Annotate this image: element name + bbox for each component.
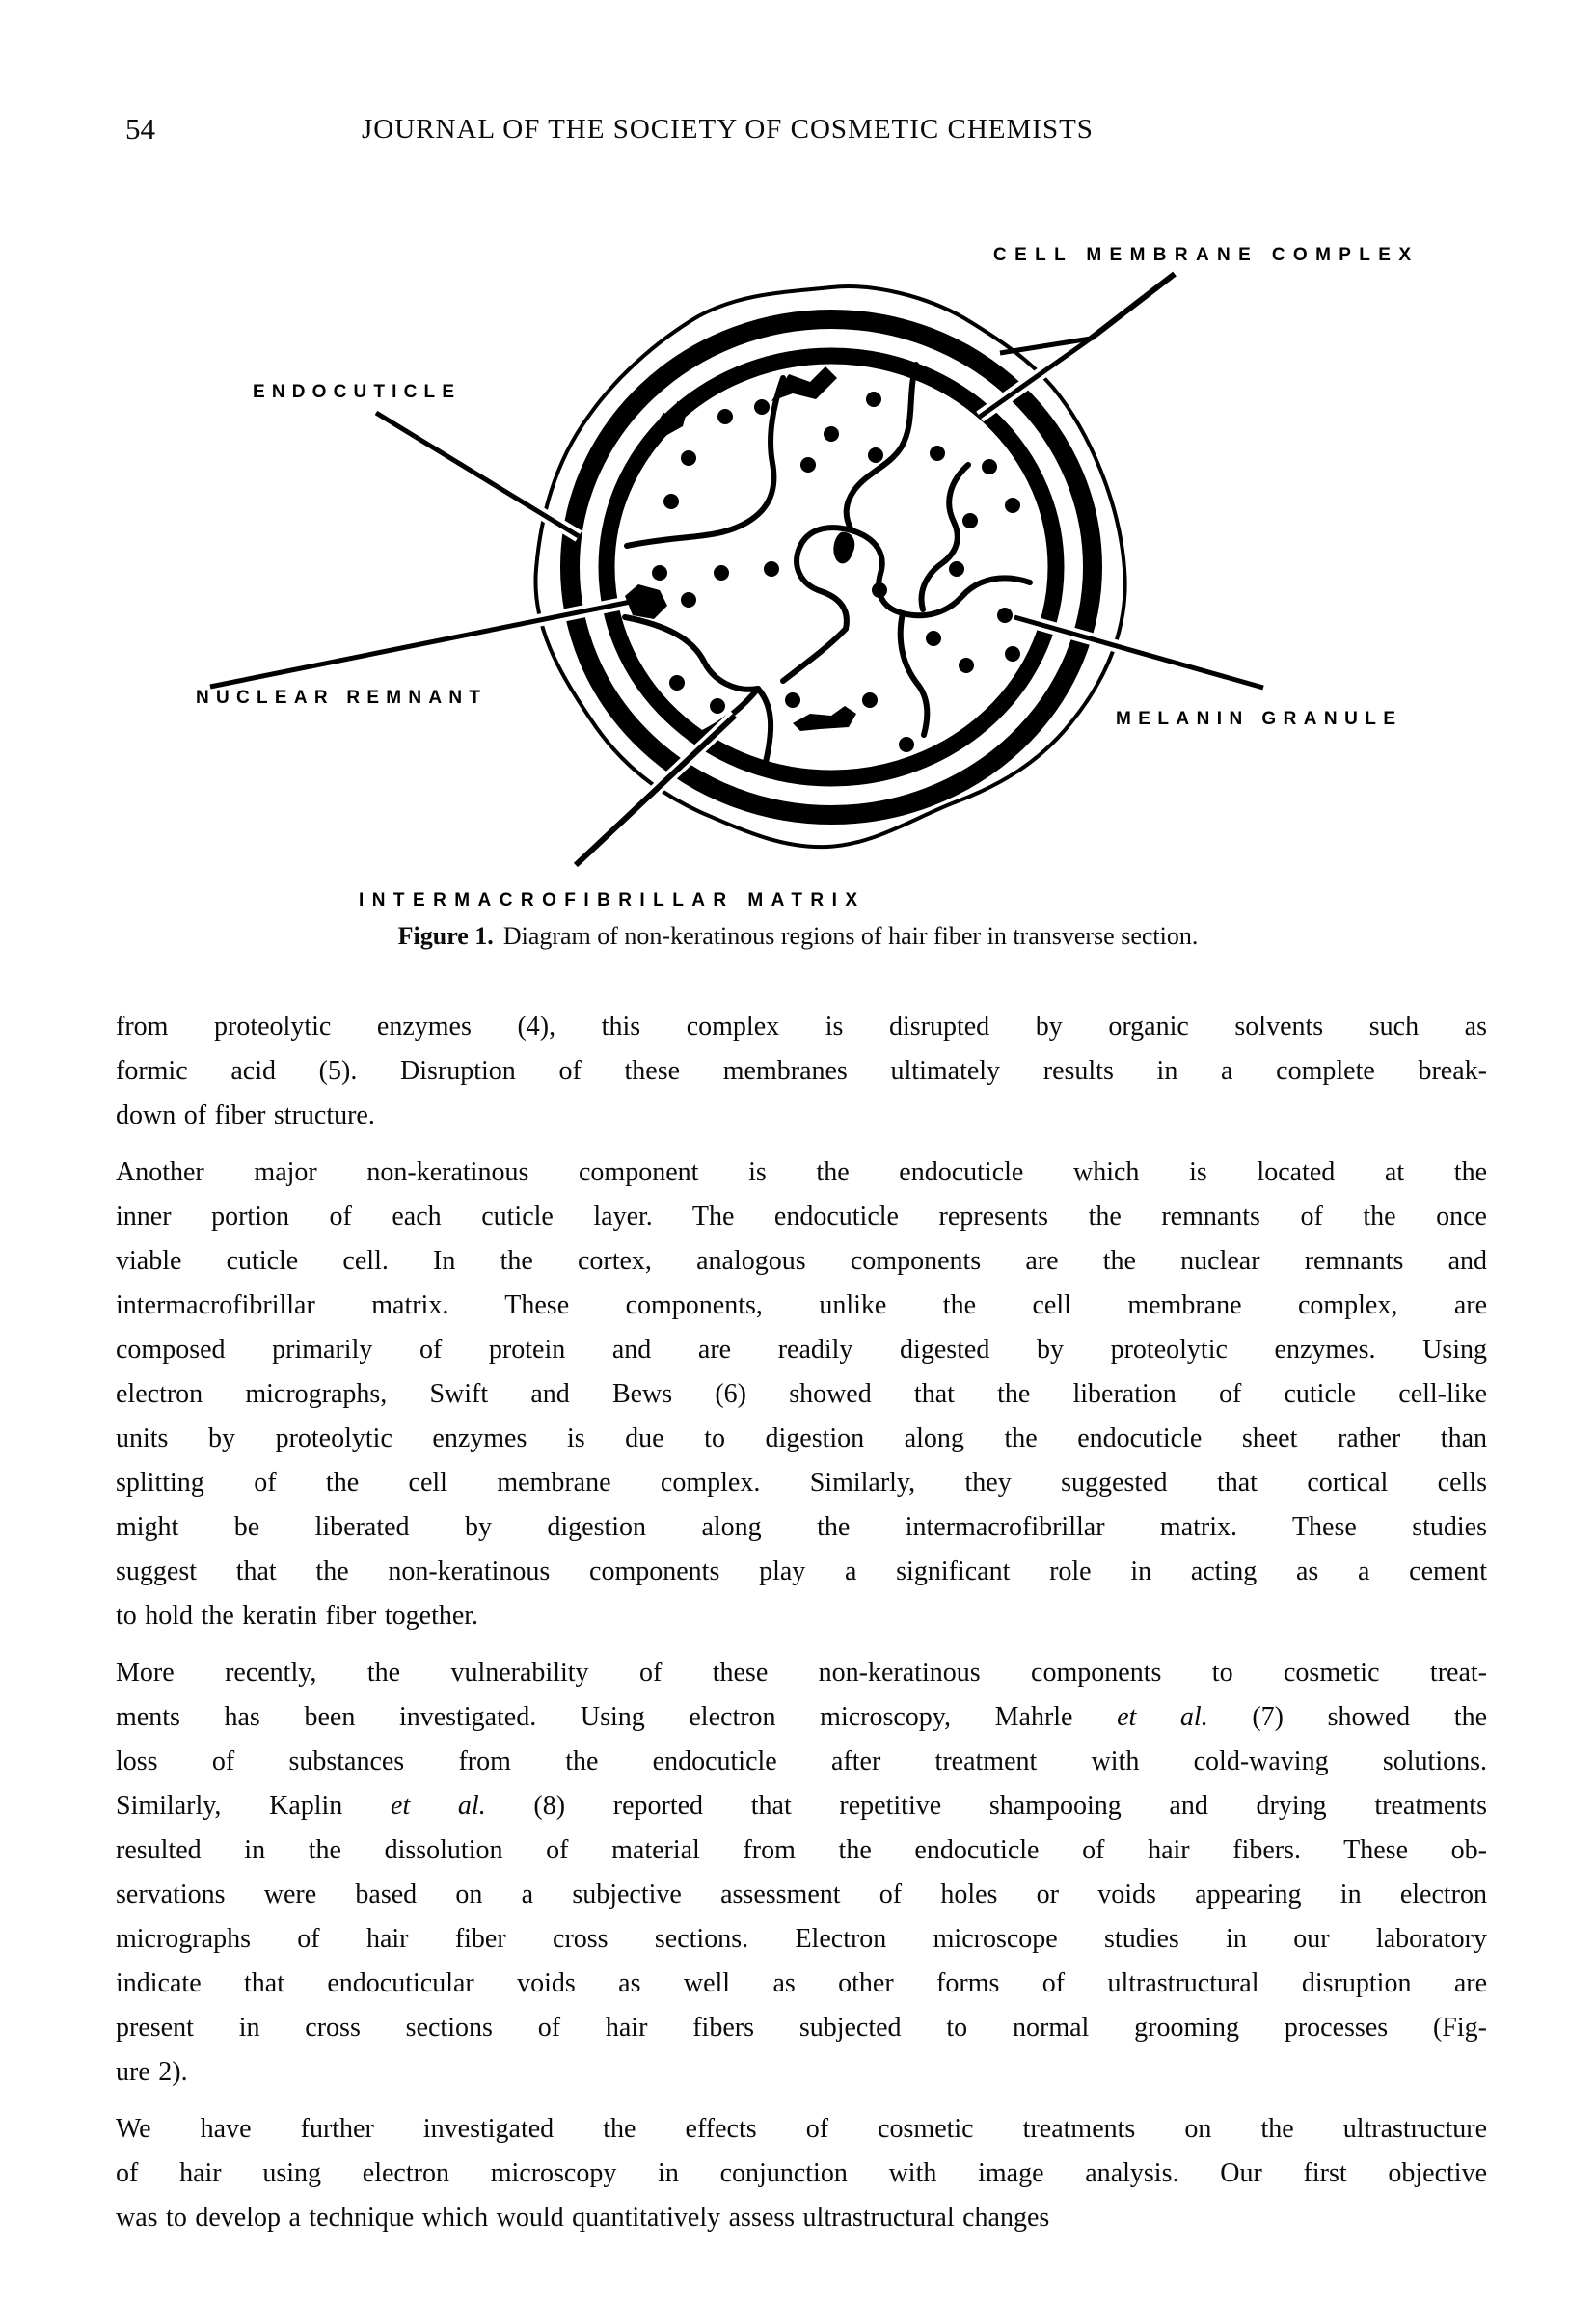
body-line: micrographs of hair fiber cross sections. Electron microscope studies in our laboratory: [116, 1924, 1487, 1954]
blob-bottom-center: [793, 706, 856, 731]
body-line: loss of substances from the endocuticle after treatment with cold-waving solutions.: [116, 1747, 1487, 1776]
label-melanin-granule: MELANIN GRANULE: [1116, 709, 1398, 729]
melanin-dots: [636, 392, 1020, 752]
body-line: inner portion of each cuticle layer. The endocuticle represents the remnants of the once: [116, 1202, 1487, 1232]
body-paragraph: [116, 1651, 1487, 2095]
body-paragraph: [116, 2107, 1487, 2240]
leader-line-casings: [210, 339, 1263, 865]
body-line: Another major non-keratinous component is the endocuticle which is located at the: [116, 1157, 1487, 1187]
leader-endocuticle: [376, 413, 579, 536]
page-number: 54: [125, 112, 155, 146]
label-nuclear-remnant: NUCLEAR REMNANT: [196, 688, 483, 708]
cortical-cell-boundaries: [625, 365, 1030, 762]
hair-fiber-cross-section: [210, 274, 1263, 865]
body-line: composed primarily of protein and are readily digested by proteolytic enzymes. Using: [116, 1335, 1487, 1365]
label-intermacrofibrillar-matrix: INTERMACROFIBRILLAR MATRIX: [359, 890, 860, 910]
blob-nuclear-remnant: [625, 584, 667, 619]
figure-caption-label: Figure 1.: [397, 922, 494, 950]
body-paragraph: [116, 1151, 1487, 1638]
figure-caption-text: Diagram of non-keratinous regions of hair fiber in transverse section.: [502, 922, 1199, 950]
body-paragraph: [116, 1005, 1487, 1138]
leader-melanin-granule: [1014, 617, 1263, 688]
body-line: present in cross sections of hair fibers subjected to normal grooming processes (Fig-: [116, 2013, 1487, 2043]
journal-title: JOURNAL OF THE SOCIETY OF COSMETIC CHEMISTS: [362, 114, 1094, 145]
body-text: [116, 1005, 1487, 2253]
body-line: servations were based on a subjective assessment of holes or voids appearing in electron: [116, 1880, 1487, 1909]
label-endocuticle: ENDOCUTICLE: [253, 382, 457, 402]
body-line: from proteolytic enzymes (4), this complex is disrupted by organic solvents such as: [116, 1012, 1487, 1042]
body-line: suggest that the non-keratinous components play a significant role in acting as a cement: [116, 1557, 1487, 1586]
body-line: of hair using electron microscopy in conjunction with image analysis. Our first objective: [116, 2158, 1487, 2188]
body-line: down of fiber structure.: [116, 1100, 375, 1130]
body-line: was to develop a technique which would quantitatively assess ultrastructural changes: [116, 2203, 1050, 2233]
body-line: viable cuticle cell. In the cortex, analogous components are the nuclear remnants and: [116, 1246, 1487, 1276]
body-line: formic acid (5). Disruption of these membranes ultimately results in a complete break-: [116, 1056, 1487, 1086]
body-line: might be liberated by digestion along the intermacrofibrillar matrix. These studies: [116, 1512, 1487, 1542]
dark-blobs: [625, 366, 856, 731]
leader-cell-membrane-complex-main: [1091, 274, 1175, 339]
body-line: units by proteolytic enzymes is due to digestion along the endocuticle sheet rather than: [116, 1423, 1487, 1453]
body-line: splitting of the cell membrane complex. Similarly, they suggested that cortical cells: [116, 1468, 1487, 1498]
body-line: indicate that endocuticular voids as well as other forms of ultrastructural disruption are: [116, 1968, 1487, 1998]
body-line: intermacrofibrillar matrix. These components, unlike the cell membrane complex, are: [116, 1290, 1487, 1320]
blob-center: [833, 532, 854, 564]
blob-top-left: [652, 401, 689, 436]
figure-caption: [0, 922, 1596, 951]
leader-lines: [210, 274, 1263, 865]
body-line: resulted in the dissolution of material from the endocuticle of hair fibers. These ob-: [116, 1835, 1487, 1865]
figure-1-diagram: [0, 164, 1596, 974]
body-line: ure 2).: [116, 2057, 188, 2087]
body-line: More recently, the vulnerability of these non-keratinous components to cosmetic treat-: [116, 1658, 1487, 1688]
body-line: ments has been investigated. Using electron microscopy, Mahrle et al. (7) showed the: [116, 1702, 1487, 1732]
body-line: electron micrographs, Swift and Bews (6) showed that the liberation of cuticle cell-like: [116, 1379, 1487, 1409]
body-line: We have further investigated the effects of cosmetic treatments on the ultrastructure: [116, 2114, 1487, 2144]
body-line: Similarly, Kaplin et al. (8) reported that repetitive shampooing and drying treatments: [116, 1791, 1487, 1821]
label-cell-membrane-complex: CELL MEMBRANE COMPLEX: [993, 245, 1414, 265]
body-line: to hold the keratin fiber together.: [116, 1601, 479, 1631]
